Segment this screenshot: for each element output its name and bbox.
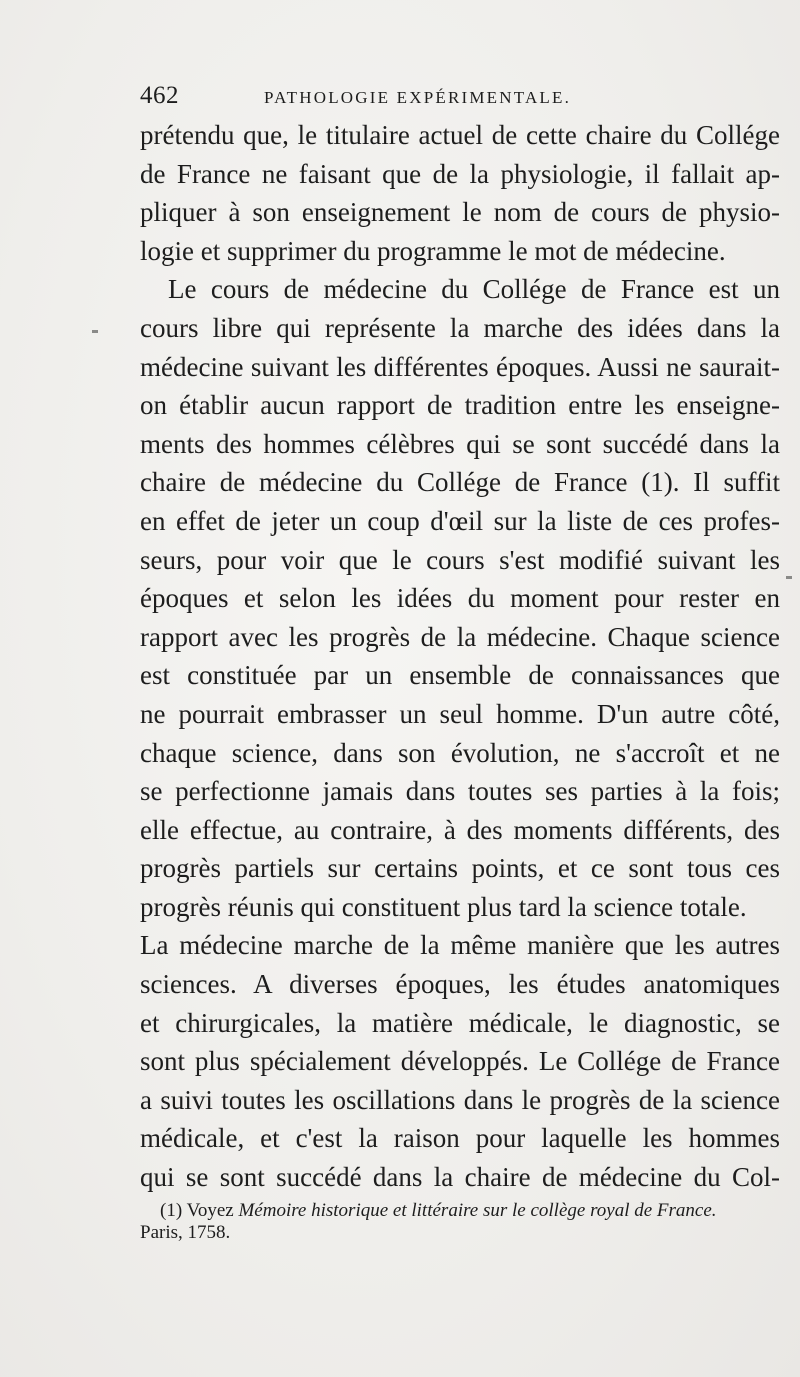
body-text	[140, 116, 780, 1197]
margin-speck	[92, 330, 98, 333]
text-line: ne pourrait embrasser un seul homme. D'un autre côté,	[140, 698, 780, 729]
text-line: est constituée par un ensemble de connaissances que	[140, 660, 780, 691]
text-line: chaque science, dans son évolution, ne s'accroît et ne	[140, 737, 780, 768]
text-line: cours libre qui représente la marche des idées dans la	[140, 312, 780, 343]
text-line: a suivi toutes les oscillations dans le progrès de la science	[140, 1084, 780, 1115]
text-line: progrès partiels sur certains points, et ce sont tous ces	[140, 853, 780, 884]
footnote-line	[140, 1200, 780, 1222]
footnote-imprint: Paris, 1758.	[140, 1222, 231, 1243]
text-line: La médecine marche de la même manière que les autres	[140, 930, 780, 961]
text-line: Le cours de médecine du Collége de France est un	[168, 274, 780, 305]
text-line: chaire de médecine du Collége de France (1). Il suffit	[140, 467, 780, 498]
text-line: et chirurgicales, la matière médicale, le diagnostic, se	[140, 1007, 780, 1038]
text-line: on établir aucun rapport de tradition entre les enseigne-	[140, 390, 780, 421]
text-line: médecine suivant les différentes époques. Aussi ne saurait-	[140, 351, 780, 382]
text-line: en effet de jeter un coup d'œil sur la liste de ces profes-	[140, 505, 780, 536]
text-line: progrès réunis qui constituent plus tard la science totale.	[140, 891, 747, 922]
text-line: logie et supprimer du programme le mot de médecine.	[140, 235, 726, 266]
footnote-work-title: Mémoire historique et littéraire sur le collège royal de France.	[238, 1200, 717, 1221]
text-line: seurs, pour voir que le cours s'est modifié suivant les	[140, 544, 780, 575]
text-line: qui se sont succédé dans la chaire de médecine du Col-	[140, 1162, 780, 1193]
text-line: rapport avec les progrès de la médecine. Chaque science	[140, 621, 780, 652]
text-line: de France ne faisant que de la physiologie, il fallait ap-	[140, 158, 780, 189]
page-number: 462	[140, 82, 179, 109]
text-line: sont plus spécialement développés. Le Collége de France	[140, 1046, 780, 1077]
footnote-marker: (1)	[160, 1200, 183, 1221]
text-line: médicale, et c'est la raison pour laquelle les hommes	[140, 1123, 780, 1154]
text-line: se perfectionne jamais dans toutes ses parties à la fois;	[140, 776, 780, 807]
text-line: sciences. A diverses époques, les études anatomiques	[140, 969, 780, 1000]
running-head	[140, 82, 780, 112]
margin-speck	[786, 576, 792, 579]
text-line: ments des hommes célèbres qui se sont succédé dans la	[140, 428, 780, 459]
footnote-intro: Voyez	[186, 1200, 234, 1221]
text-line: elle effectue, au contraire, à des moments différents, des	[140, 814, 780, 845]
footnote	[140, 1200, 780, 1244]
text-line: époques et selon les idées du moment pour rester en	[140, 583, 780, 614]
footnote-line	[140, 1222, 780, 1244]
running-title: PATHOLOGIE EXPÉRIMENTALE.	[264, 88, 572, 107]
text-line: pliquer à son enseignement le nom de cours de physio-	[140, 197, 780, 228]
text-line: prétendu que, le titulaire actuel de cette chaire du Collége	[140, 120, 780, 150]
